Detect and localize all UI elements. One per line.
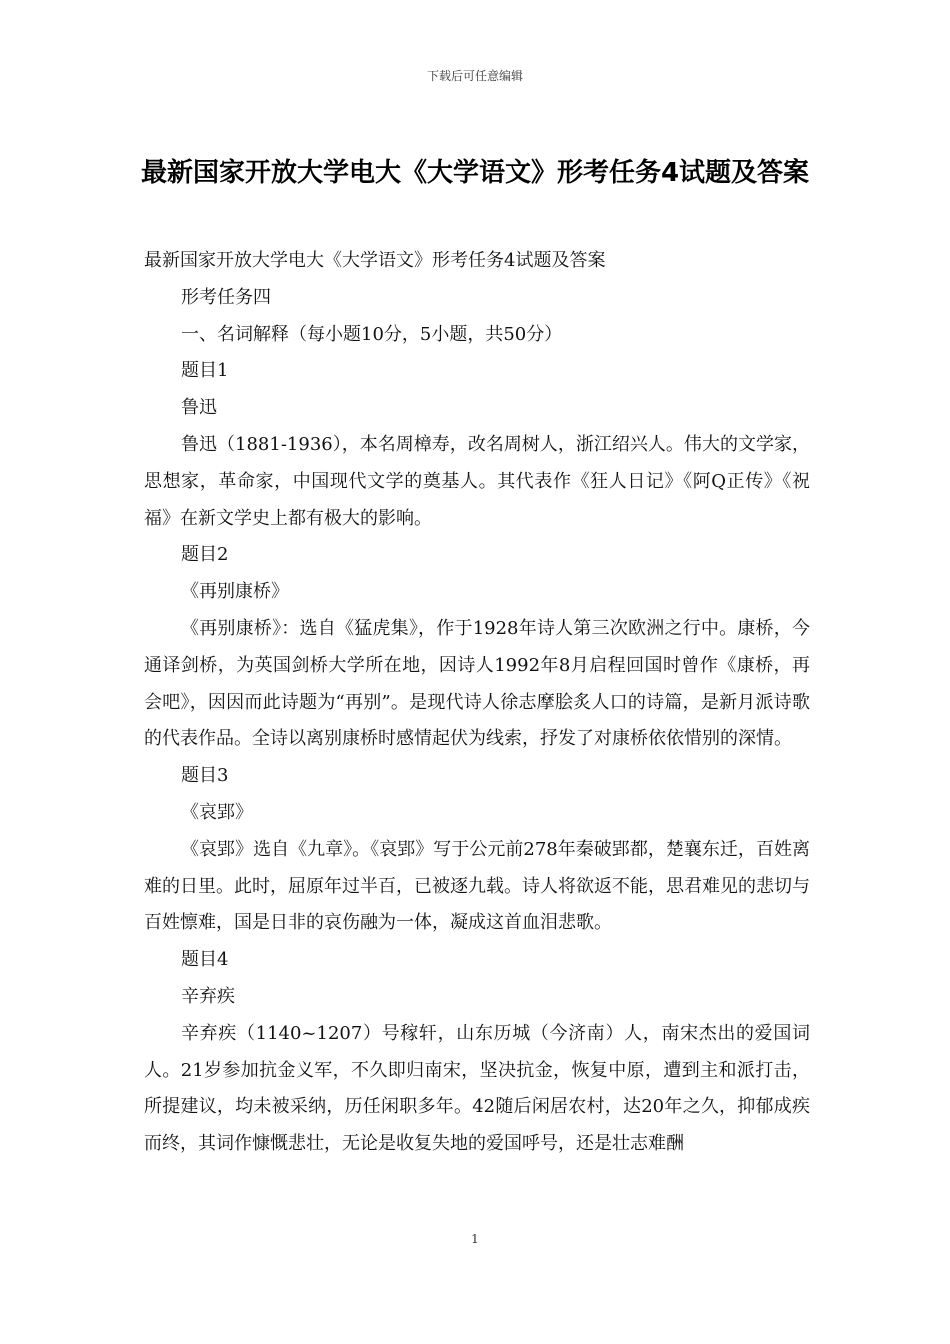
question-answer-4: 辛弃疾（1140~1207）号稼轩，山东历城（今济南）人，南宋杰出的爱国词人。21岁参加抗金义军，不久即归南宋，坚决抗金，恢复中原，遭到主和派打击，所提建议，均未被采纳，历任闲职多年。42随后闲居农村，达20年之久，抑郁成疾而终，其词作慷慨悲壮，无论是收复失地的爱国呼号，还是壮志难酬	[144, 1022, 810, 1155]
page-number: 1	[471, 1232, 479, 1246]
question-term-2: 《再别康桥》	[181, 581, 289, 603]
intro-line: 最新国家开放大学电大《大学语文》形考任务4试题及答案	[144, 250, 606, 271]
page-header-note: 下载后可任意编辑	[426, 69, 523, 83]
question-term-4: 辛弃疾	[181, 985, 235, 1007]
question-label-2: 题目2	[181, 544, 229, 566]
question-label-4: 题目4	[181, 949, 229, 971]
question-answer-1: 鲁迅（1881-1936），本名周樟寿，改名周树人，浙江绍兴人。伟大的文学家，思想家，革命家，中国现代文学的奠基人。其代表作《狂人日记》《阿Q正传》《祝福》在新文学史上都有极大的影响。	[144, 433, 810, 529]
question-term-3: 《哀郢》	[181, 801, 253, 823]
section-heading: 形考任务四	[181, 286, 271, 308]
document-body	[144, 243, 810, 1163]
question-term-1: 鲁迅	[181, 397, 217, 419]
question-answer-2: 《再别康桥》：选自《猛虎集》，作于1928年诗人第三次欧洲之行中。康桥，今通译剑桥，为英国剑桥大学所在地，因诗人1992年8月启程回国时曾作《康桥，再会吧》，因因而此诗题为“再别”。是现代诗人徐志摩脍炙人口的诗篇，是新月派诗歌的代表作品。全诗以离别康桥时感情起伏为线索，抒发了对康桥依依惜别的深情。	[144, 617, 810, 750]
question-label-1: 题目1	[181, 360, 229, 382]
part-heading: 一、名词解释（每小题10分，5小题，共50分）	[181, 323, 563, 345]
question-answer-3: 《哀郢》选自《九章》。《哀郢》写于公元前278年秦破郢都，楚襄东迁，百姓离难的日里。此时，屈原年过半百，已被逐九载。诗人将欲返不能，思君难见的悲切与百姓懔难，国是日非的哀伤融为一体，凝成这首血泪悲歌。	[144, 838, 810, 934]
document-title: 最新国家开放大学电大《大学语文》形考任务4试题及答案	[140, 158, 810, 188]
question-label-3: 题目3	[181, 765, 229, 787]
